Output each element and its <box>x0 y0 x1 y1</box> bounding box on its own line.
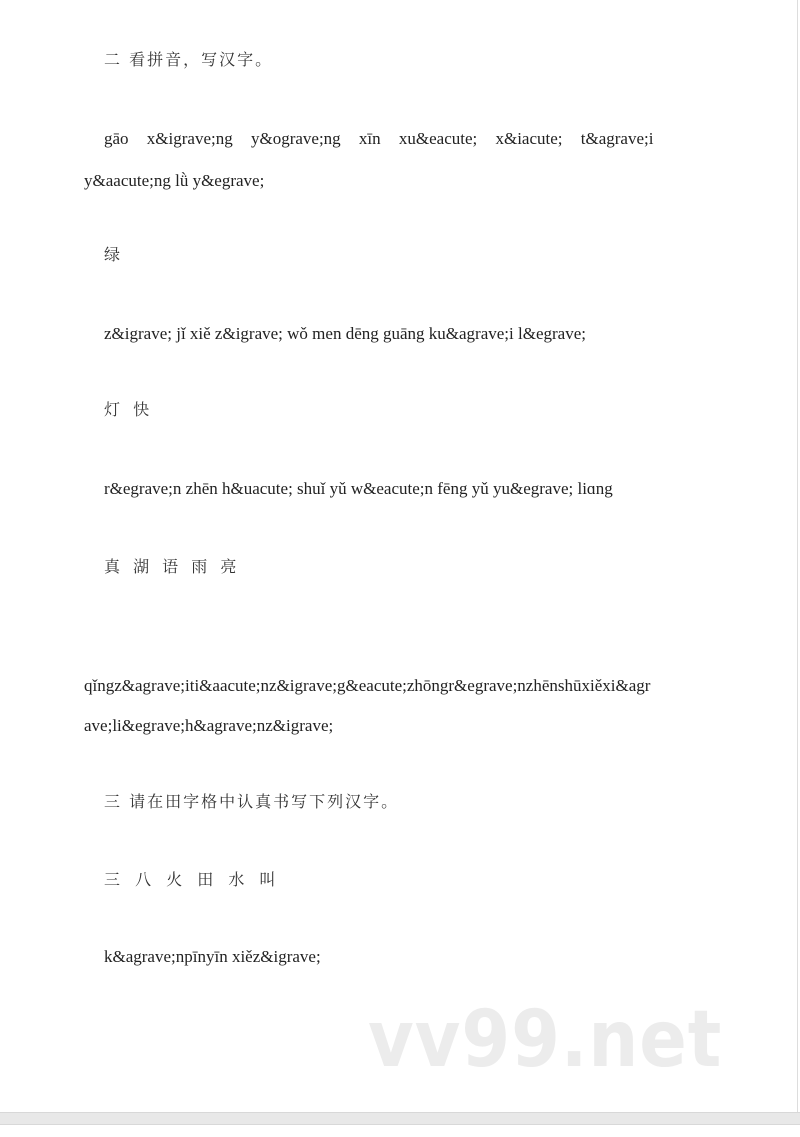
hanzi-line: 三 八 火 田 水 叫 <box>104 870 278 889</box>
pinyin-line: r&egrave;n zhēn h&uacute; shuǐ yǔ w&eacute;n fēng yǔ yu&egrave; liɑng <box>104 479 613 498</box>
hanzi-line: 真 湖 语 雨 亮 <box>104 557 239 576</box>
hanzi-line: 绿 <box>104 245 123 264</box>
page-separator <box>0 1112 800 1125</box>
watermark: vv99.net <box>368 995 723 1085</box>
pinyin-line: qǐngz&agrave;iti&aacute;nz&igrave;g&eacute;zhōngr&egrave;nzhēnshūxiěxi&agr <box>84 676 651 695</box>
pinyin-line: gāo x&igrave;ng y&ograve;ng xīn xu&eacute; x&iacute; t&agrave;i <box>104 129 654 148</box>
pinyin-line: z&igrave; jǐ xiě z&igrave; wǒ men dēng guāng ku&agrave;i l&egrave; <box>104 324 586 343</box>
hanzi-line: 灯 快 <box>104 400 152 419</box>
section-heading-3: 三 请在田字格中认真书写下列汉字。 <box>104 792 400 811</box>
pinyin-line: y&aacute;ng lǜ y&egrave; <box>84 171 265 190</box>
pinyin-line: k&agrave;npīnyīn xiěz&igrave; <box>104 947 321 966</box>
pinyin-line: ave;li&egrave;h&agrave;nz&igrave; <box>84 716 334 735</box>
section-heading-2: 二 看拼音，写汉字。 <box>104 50 274 69</box>
